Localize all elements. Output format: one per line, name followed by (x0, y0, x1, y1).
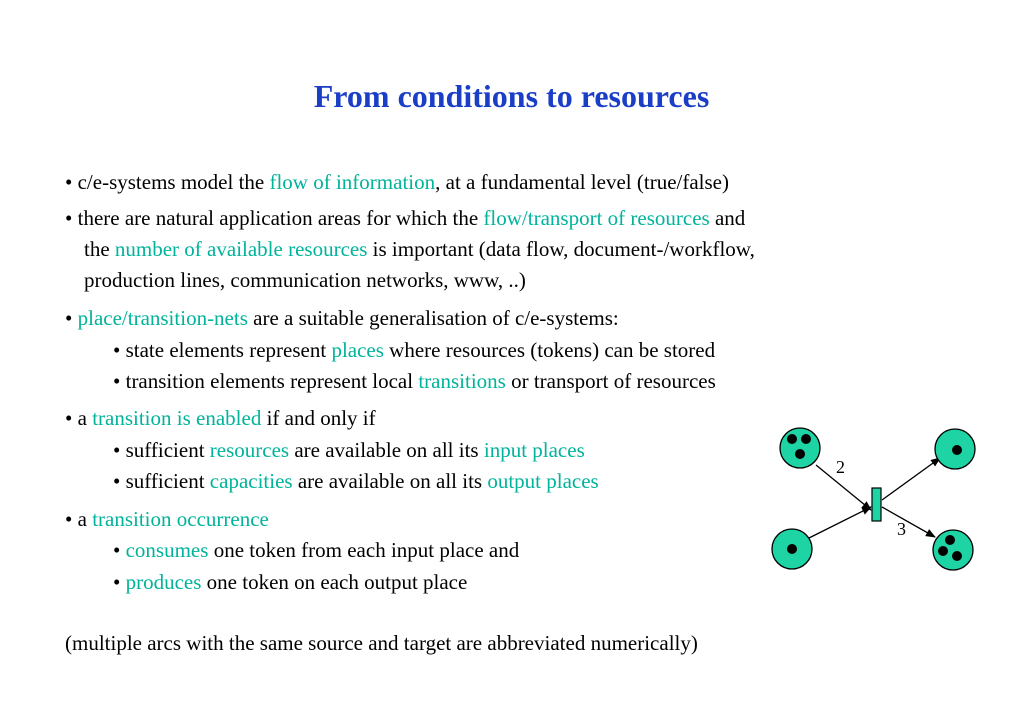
bullet-marker: • (65, 206, 73, 230)
highlight-number-of-available-resources: number of available resources (114, 237, 368, 261)
token (787, 434, 797, 444)
text: or transport of resources (505, 369, 716, 393)
bullet-marker: • (113, 570, 121, 594)
token (945, 535, 955, 545)
transition (872, 488, 881, 521)
arc-transition-to-bottom-right (882, 507, 935, 537)
highlight-place-transition-nets: place/transition-nets (77, 306, 248, 330)
text: are a suitable generalisation of c/e-systems: (247, 306, 619, 330)
place-top-right (935, 429, 975, 469)
bullet-marker: • (65, 406, 73, 430)
highlight-consumes: consumes (125, 538, 209, 562)
arc-weight-bottom: 3 (897, 519, 906, 539)
token (938, 546, 948, 556)
bullet-marker: • (113, 538, 121, 562)
text: is important (data flow, document-/workflow, (367, 237, 755, 261)
highlight-resources: resources (209, 438, 290, 462)
highlight-flow-of-information: flow of information (269, 170, 436, 194)
page-title: From conditions to resources (313, 78, 710, 114)
text: are available on all its (292, 469, 488, 493)
bullet-marker: • (65, 306, 73, 330)
text: transition elements represent local (125, 369, 419, 393)
bullet-marker: • (65, 170, 73, 194)
highlight-places: places (331, 338, 384, 362)
token (795, 449, 805, 459)
text: c/e-systems model the (77, 170, 270, 194)
text: a (77, 507, 93, 531)
text: , at a fundamental level (true/false) (435, 170, 729, 194)
text: one token on each output place (201, 570, 468, 594)
bullet-marker: • (113, 469, 121, 493)
text: where resources (tokens) can be stored (383, 338, 716, 362)
token (801, 434, 811, 444)
highlight-capacities: capacities (209, 469, 293, 493)
highlight-transition-is-enabled: transition is enabled (92, 406, 262, 430)
highlight-input-places: input places (483, 438, 585, 462)
arc-transition-to-top-right (882, 458, 940, 500)
text: if and only if (261, 406, 376, 430)
arc-weight-top: 2 (836, 457, 845, 477)
text: sufficient (125, 469, 210, 493)
bullet-marker: • (113, 338, 121, 362)
arc-bottom-left-to-transition (809, 507, 871, 538)
highlight-transition-occurrence: transition occurrence (92, 507, 269, 531)
token (787, 544, 797, 554)
token (952, 445, 962, 455)
text: are available on all its (289, 438, 484, 462)
text: state elements represent (125, 338, 332, 362)
highlight-output-places: output places (487, 469, 599, 493)
text: sufficient (125, 438, 210, 462)
token (952, 551, 962, 561)
place-bottom-right (933, 530, 973, 570)
text: production lines, communication networks, www, ..) (84, 268, 526, 292)
highlight-transitions: transitions (418, 369, 506, 393)
bullet-marker: • (113, 438, 121, 462)
text: a (77, 406, 93, 430)
place-bottom-left (772, 529, 812, 569)
text: one token from each input place and (208, 538, 520, 562)
text: there are natural application areas for which the (77, 206, 484, 230)
place-top-left (780, 428, 820, 468)
text: the (84, 237, 115, 261)
text: and (709, 206, 746, 230)
bullet-marker: • (113, 369, 121, 393)
highlight-produces: produces (125, 570, 202, 594)
bullet-marker: • (65, 507, 73, 531)
footer-note: (multiple arcs with the same source and target are abbreviated numerically) (65, 631, 698, 655)
highlight-flow-transport-of-resources: flow/transport of resources (483, 206, 710, 230)
